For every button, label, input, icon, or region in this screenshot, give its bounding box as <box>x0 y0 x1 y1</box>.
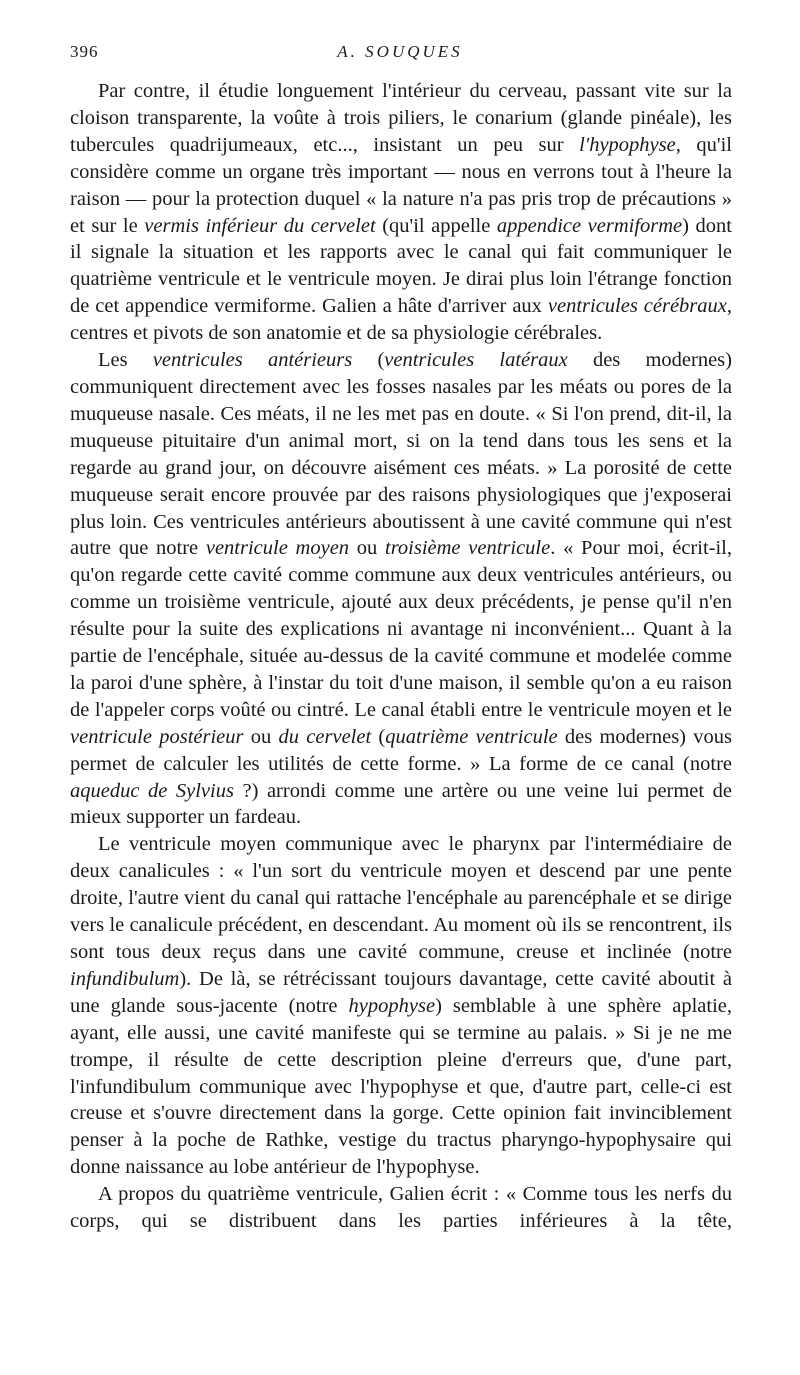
italic-term: aqueduc de Sylvius <box>70 779 234 802</box>
text-run: . « Pour moi, écrit-il, qu'on regarde cette cavité comme commune aux deux ventricules antérieurs, ou comme un troisième ventricule, ajouté aux deux précédents, je pense qu'il n'en résulte pour la suite des explications ni avantage ni inconvénient... Quant à la partie de l'encéphale, située au-dessus de la cavité commune et modelée comme la paroi d'une sphère, à l'instar du toit d'une maison, il semble qu'on a eu raison de l'appeler corps voûté ou cintré. Le canal établi entre le ventricule moyen et le <box>70 537 732 721</box>
text-run: (qu'il appelle <box>375 214 497 237</box>
page-number: 396 <box>70 42 99 61</box>
paragraph <box>70 347 732 831</box>
text-run: ( <box>371 725 386 748</box>
paragraph <box>70 831 732 1181</box>
text-run: ) dont il signale la situation et les rapports avec le canal qui fait communiquer le quatrième ventricule et le ventricule moyen. Je dirai plus loin l'étrange fonction de cet appendice vermiforme. Galien a hâte d'arriver aux <box>70 214 732 318</box>
text-run: ou <box>349 537 385 560</box>
text-run: Le ventricule moyen communique avec le pharynx par l'intermédiaire de deux canalicules : « l'un sort du ventricule moyen et descend par une pente droite, l'autre vient du canal qui rattache l'encéphale au parencéphale et se dirige vers le canalicule précédent, en descendant. Au moment où ils se rencontrent, ils sont tous deux reçus dans une cavité commune, creuse et inclinée (notre <box>70 833 732 963</box>
text-run: , qu'il considère comme un organe très important — nous en verrons tout à l'heure la raison — pour la protection duquel « la nature n'a pas pris trop de précautions » et sur le <box>70 133 732 237</box>
text-run: des modernes) vous permet de calculer les utilités de cette forme. » La forme de ce canal (notre <box>70 725 732 775</box>
italic-term: appendice vermiforme <box>496 214 683 237</box>
italic-term: ventricule moyen <box>205 537 350 560</box>
italic-term: troisième ventricule <box>385 537 551 560</box>
text-run: ?) arrondi comme une artère ou une veine lui permet de mieux supporter un fardeau. <box>70 779 732 829</box>
text-run: des modernes) communiquent directement avec les fosses nasales par les méats ou pores de la muqueuse nasale. Ces méats, il ne les met pas en doute. « Si l'on prend, dit-il, la muqueuse pituitaire d'un animal mort, si on la tend dans tous les sens et la regarde au grand jour, on découvre aisément ces méats. » La porosité de cette muqueuse serait encore prouvée par des raisons physiologiques que j'exposerai plus loin. Ces ventricules antérieurs aboutissent à une cavité commune qui n'est autre que notre <box>70 349 732 560</box>
paragraph <box>70 78 732 347</box>
text-run: ou <box>243 725 279 748</box>
italic-term: du cervelet <box>278 725 372 748</box>
italic-term: infundibulum <box>70 967 180 990</box>
running-head: A. SOUQUES <box>337 42 463 61</box>
text-run: ). De là, se rétrécissant toujours davantage, cette cavité aboutit à une glande sous-jacente (notre <box>70 967 732 1017</box>
italic-term: ventricules antérieurs <box>152 349 353 372</box>
paragraph <box>70 1181 732 1235</box>
text-run: ) semblable à une sphère aplatie, ayant, elle aussi, une cavité manifeste qui se termine au palais. » Si je ne me trompe, il résulte de cette description pleine d'erreurs que, d'une part, l'infundibulum communique avec l'hypophyse et que, d'autre part, celle-ci est creuse et s'ouvre directement dans la gorge. Cette opinion fait invinciblement penser à la poche de Rathke, vestige du tractus pharyngo-hypophysaire qui donne naissance au lobe antérieur de l'hypophyse. <box>70 994 732 1179</box>
italic-term: ventricules cérébraux <box>547 295 727 318</box>
text-run: ( <box>352 349 385 372</box>
italic-term: ventricules latéraux <box>384 349 568 372</box>
italic-term: ventricule postérieur <box>70 725 244 748</box>
text-run: , centres et pivots de son anatomie et de sa physiologie cérébrales. <box>70 295 732 345</box>
text-run: Par contre, il étudie longuement l'intérieur du cerveau, passant vite sur la cloison transparente, la voûte à trois piliers, le conarium (glande pinéale), les tubercules quadrijumeaux, etc..., insistant un peu sur <box>70 80 732 156</box>
article-body <box>70 78 732 1235</box>
italic-term: quatrième ventricule <box>385 725 558 748</box>
page-header <box>70 42 730 68</box>
text-run: Les <box>98 349 153 372</box>
italic-term: hypophyse <box>348 994 436 1017</box>
italic-term: vermis inférieur du cervelet <box>144 214 376 237</box>
italic-term: l'hypophyse <box>579 133 676 156</box>
text-run: A propos du quatrième ventricule, Galien écrit : « Comme tous les nerfs du corps, qui se distribuent dans les parties inférieures à la tête, <box>70 1183 732 1233</box>
